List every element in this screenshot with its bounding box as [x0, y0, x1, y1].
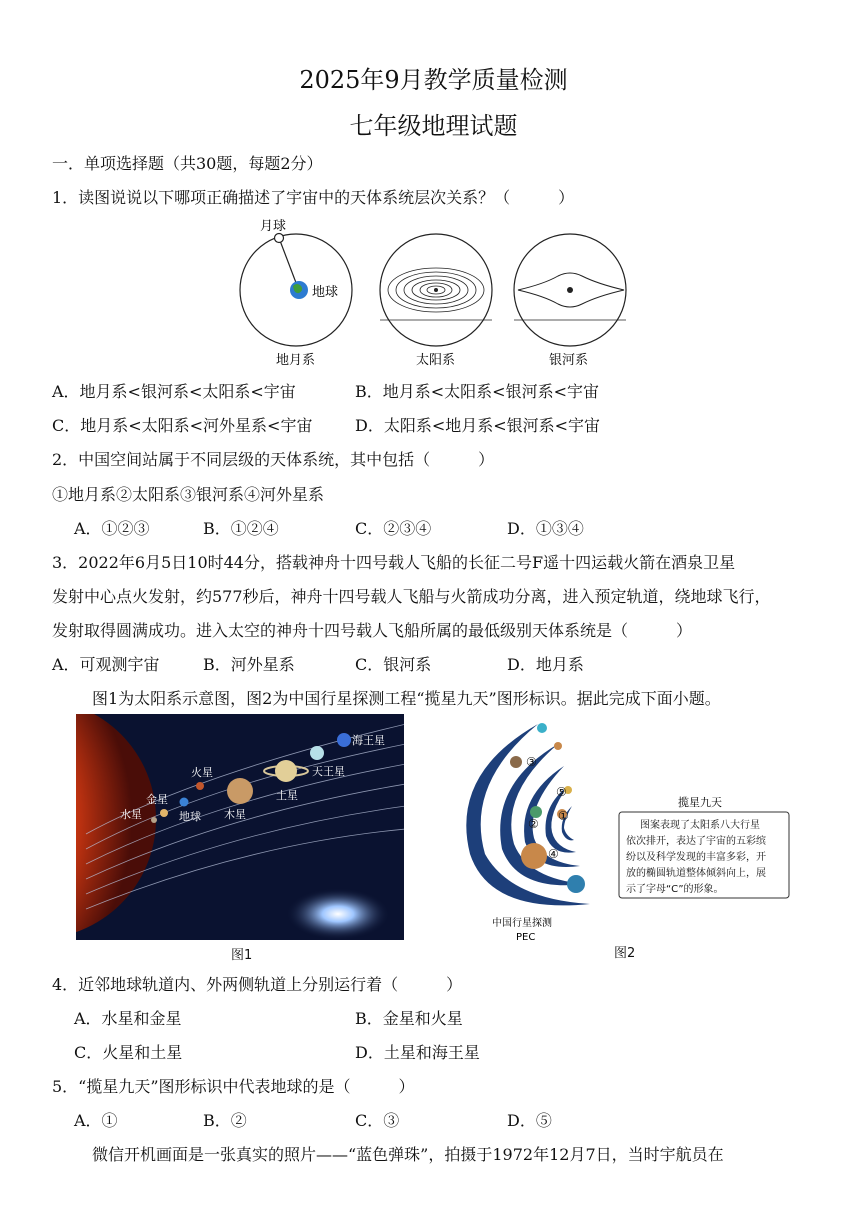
q1-option-c: C．地月系<太阳系<河外星系<宇宙 — [52, 416, 313, 435]
q3-line-2: 发射中心点火发射，约577秒后，神舟十四号载人飞船与火箭成功分离，进入预定轨道，绕地球飞行， — [52, 587, 771, 606]
q4-option-d: D．土星和海王星 — [355, 1043, 480, 1062]
q2-option-c: C．②③④ — [355, 519, 432, 538]
q4-stem: 4．近邻地球轨道内、外两侧轨道上分别运行着（ ） — [52, 975, 463, 994]
q3-option-b: B．河外星系 — [203, 655, 295, 674]
q5-option-c: C．③ — [355, 1111, 400, 1130]
moon-icon — [275, 234, 284, 243]
earth-planet-icon — [180, 798, 189, 807]
label-jupiter: 木星 — [224, 808, 246, 821]
fig-label-earth: 地球 — [312, 285, 339, 300]
marker-1: ① — [558, 809, 569, 823]
q2-option-b: B．①②④ — [203, 519, 279, 538]
q2-option-a: A．①②③ — [74, 519, 150, 538]
q3-option-c: C．银河系 — [355, 655, 432, 674]
q3-line-1: 3．2022年6月5日10时44分，搭载神舟十四号载人飞船的长征二号F遥十四运载火箭在酒泉卫星 — [52, 553, 736, 572]
figure-1-solar-system — [76, 714, 404, 940]
exam-subtitle: 七年级地理试题 — [349, 112, 518, 140]
label-mercury: 水星 — [120, 808, 142, 821]
q1-stem: 1．读图说说以下哪项正确描述了宇宙中的天体系统层次关系？（ ） — [52, 188, 575, 207]
saturn-icon — [275, 760, 297, 782]
figure-intro: 图1为太阳系示意图，图2为中国行星探测工程“揽星九天”图形标识。据此完成下面小题。 — [92, 689, 721, 708]
section-heading: 一．单项选择题（共30题，每题2分） — [52, 154, 323, 173]
mars-icon — [196, 782, 204, 790]
passage-start: 微信开机画面是一张真实的照片——“蓝色弹珠”，拍摄于1972年12月7日，当时宇航员在 — [92, 1145, 724, 1164]
jupiter-icon — [227, 778, 253, 804]
q2-stem: 2．中国空间站属于不同层级的天体系统，其中包括（ ） — [52, 450, 495, 469]
label-neptune: 海王星 — [352, 734, 385, 747]
box-line-5: 示了字母“C”的形象。 — [626, 884, 724, 895]
q5-option-a: A．① — [74, 1111, 118, 1130]
label-uranus: 天王星 — [312, 765, 345, 778]
fig-caption-galaxy: 银河系 — [549, 353, 589, 368]
q2-list: ①地月系②太阳系③银河系④河外星系 — [52, 485, 325, 504]
marker-2: ② — [528, 817, 539, 831]
milky-way-diagram — [514, 234, 626, 346]
q1-option-d: D．太阳系<地月系<银河系<宇宙 — [355, 416, 601, 435]
q5-stem: 5．“揽星九天”图形标识中代表地球的是（ ） — [52, 1077, 415, 1096]
box-title: 揽星九天 — [678, 796, 722, 809]
label-venus: 金星 — [146, 793, 168, 806]
pec-name-cn: 中国行星探测 — [492, 918, 552, 929]
exam-title: 2025年9月教学质量检测 — [299, 66, 568, 94]
q5-option-b: B．② — [203, 1111, 247, 1130]
figure-1-caption: 图1 — [231, 948, 253, 963]
figure-2-caption: 图2 — [614, 946, 636, 961]
q4-option-b: B．金星和火星 — [355, 1009, 463, 1028]
q5-option-d: D．⑤ — [507, 1111, 552, 1130]
marker-3: ③ — [526, 755, 537, 769]
marker-4: ④ — [548, 847, 559, 861]
label-mars: 火星 — [191, 766, 213, 779]
q2-option-d: D．①③④ — [507, 519, 584, 538]
uranus-icon — [310, 746, 324, 760]
q3-option-a: A．可观测宇宙 — [52, 655, 160, 674]
label-saturn: 土星 — [276, 789, 298, 802]
solar-system-diagram — [380, 234, 492, 346]
venus-icon — [160, 809, 168, 817]
neptune-icon — [337, 733, 351, 747]
q1-figure — [238, 212, 638, 372]
q3-line-3: 发射取得圆满成功。进入太空的神舟十四号载人飞船所属的最低级别天体系统是（ ） — [52, 621, 693, 640]
figure-2-pec-logo — [440, 714, 800, 948]
q4-option-a: A．水星和金星 — [74, 1009, 182, 1028]
pec-name-en: PEC — [516, 932, 536, 943]
box-line-2: 依次排开，表达了宇宙的五彩缤 — [626, 836, 766, 847]
fig-label-moon: 月球 — [260, 219, 287, 234]
planet-4-icon — [521, 843, 547, 869]
box-line-1: 图案表现了太阳系八大行星 — [640, 820, 760, 831]
box-line-4: 放的椭圆轨道整体倾斜向上，展 — [626, 868, 766, 879]
mercury-icon — [151, 817, 157, 823]
marker-5: ⑤ — [556, 785, 567, 799]
box-line-3: 纷以及科学发现的丰富多彩，开 — [626, 852, 766, 863]
galaxy-icon — [286, 888, 390, 940]
label-earth: 地球 — [179, 810, 201, 823]
q4-option-c: C．火星和土星 — [74, 1043, 183, 1062]
q1-option-a: A．地月系<银河系<太阳系<宇宙 — [52, 382, 296, 401]
q1-option-b: B．地月系<太阳系<银河系<宇宙 — [355, 382, 599, 401]
q3-option-d: D．地月系 — [507, 655, 584, 674]
fig-caption-solar: 太阳系 — [416, 353, 456, 368]
fig-caption-earth-moon: 地月系 — [276, 353, 316, 368]
